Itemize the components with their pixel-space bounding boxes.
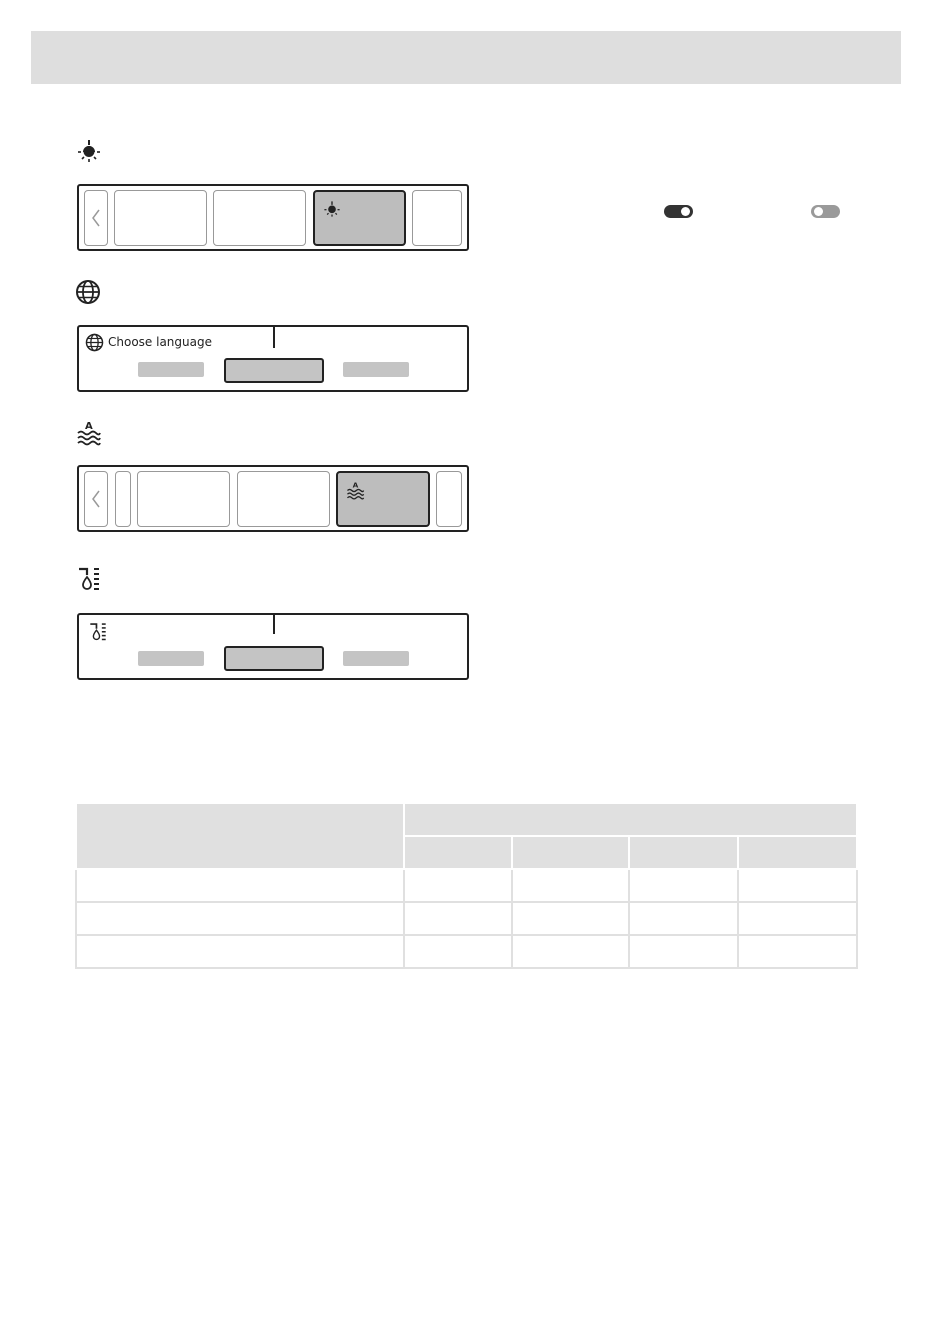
detergent-option[interactable] xyxy=(138,651,204,666)
table-cell xyxy=(738,902,857,935)
table-cell xyxy=(629,935,738,968)
table-cell xyxy=(404,902,512,935)
carousel-prev-button[interactable] xyxy=(84,190,108,246)
water-hardness-carousel-panel xyxy=(77,465,469,532)
table-cell xyxy=(738,869,857,902)
toggle-on[interactable] xyxy=(664,205,693,218)
chevron-left-icon xyxy=(91,208,101,228)
carousel-tile-active[interactable] xyxy=(336,471,430,527)
svg-text:A: A xyxy=(85,421,93,432)
table-header-col xyxy=(404,836,512,869)
chevron-left-icon xyxy=(91,489,101,509)
water-hardness-icon xyxy=(346,481,365,500)
table-cell xyxy=(404,935,512,968)
table-header-col xyxy=(738,836,857,869)
table-row-label xyxy=(76,869,404,902)
light-carousel-panel xyxy=(77,184,469,251)
table-row xyxy=(76,869,857,902)
settings-table xyxy=(75,802,858,969)
water-hardness-icon xyxy=(76,420,102,446)
table-row-label xyxy=(76,902,404,935)
detergent-option-selected[interactable] xyxy=(224,646,324,671)
carousel-tile[interactable] xyxy=(114,190,207,246)
carousel-tile[interactable] xyxy=(436,471,462,527)
carousel-tile[interactable] xyxy=(213,190,306,246)
detergent-option[interactable] xyxy=(343,651,409,666)
carousel-tile[interactable] xyxy=(137,471,230,527)
globe-icon xyxy=(75,279,101,305)
language-option-selected[interactable] xyxy=(224,358,324,383)
table-cell xyxy=(738,935,857,968)
carousel-tile[interactable] xyxy=(237,471,330,527)
page-header-bar xyxy=(31,31,901,84)
tap-detergent-icon xyxy=(88,621,108,641)
table-cell xyxy=(629,902,738,935)
language-option[interactable] xyxy=(138,362,204,377)
carousel-prev-button[interactable] xyxy=(84,471,108,527)
table-row xyxy=(76,902,857,935)
svg-text:A: A xyxy=(352,481,359,490)
lamp-icon xyxy=(323,200,341,218)
table-header-col xyxy=(629,836,738,869)
language-panel-label: Choose language xyxy=(108,335,212,349)
table-header-left xyxy=(76,803,404,869)
table-cell xyxy=(512,935,629,968)
language-option[interactable] xyxy=(343,362,409,377)
table-cell xyxy=(404,869,512,902)
tap-detergent-icon xyxy=(76,565,102,591)
table-header-col xyxy=(512,836,629,869)
selection-marker xyxy=(273,615,275,634)
globe-icon xyxy=(85,333,104,352)
carousel-tile[interactable] xyxy=(115,471,131,527)
detergent-panel xyxy=(77,613,469,680)
table-header-group xyxy=(404,803,857,836)
table-row-label xyxy=(76,935,404,968)
table-cell xyxy=(512,902,629,935)
table-row xyxy=(76,935,857,968)
toggle-off[interactable] xyxy=(811,205,840,218)
selection-marker xyxy=(273,327,275,348)
table-cell xyxy=(629,869,738,902)
table-cell xyxy=(512,869,629,902)
lamp-icon xyxy=(76,138,102,164)
carousel-tile-active[interactable] xyxy=(313,190,406,246)
carousel-tile[interactable] xyxy=(412,190,462,246)
language-panel xyxy=(77,325,469,392)
